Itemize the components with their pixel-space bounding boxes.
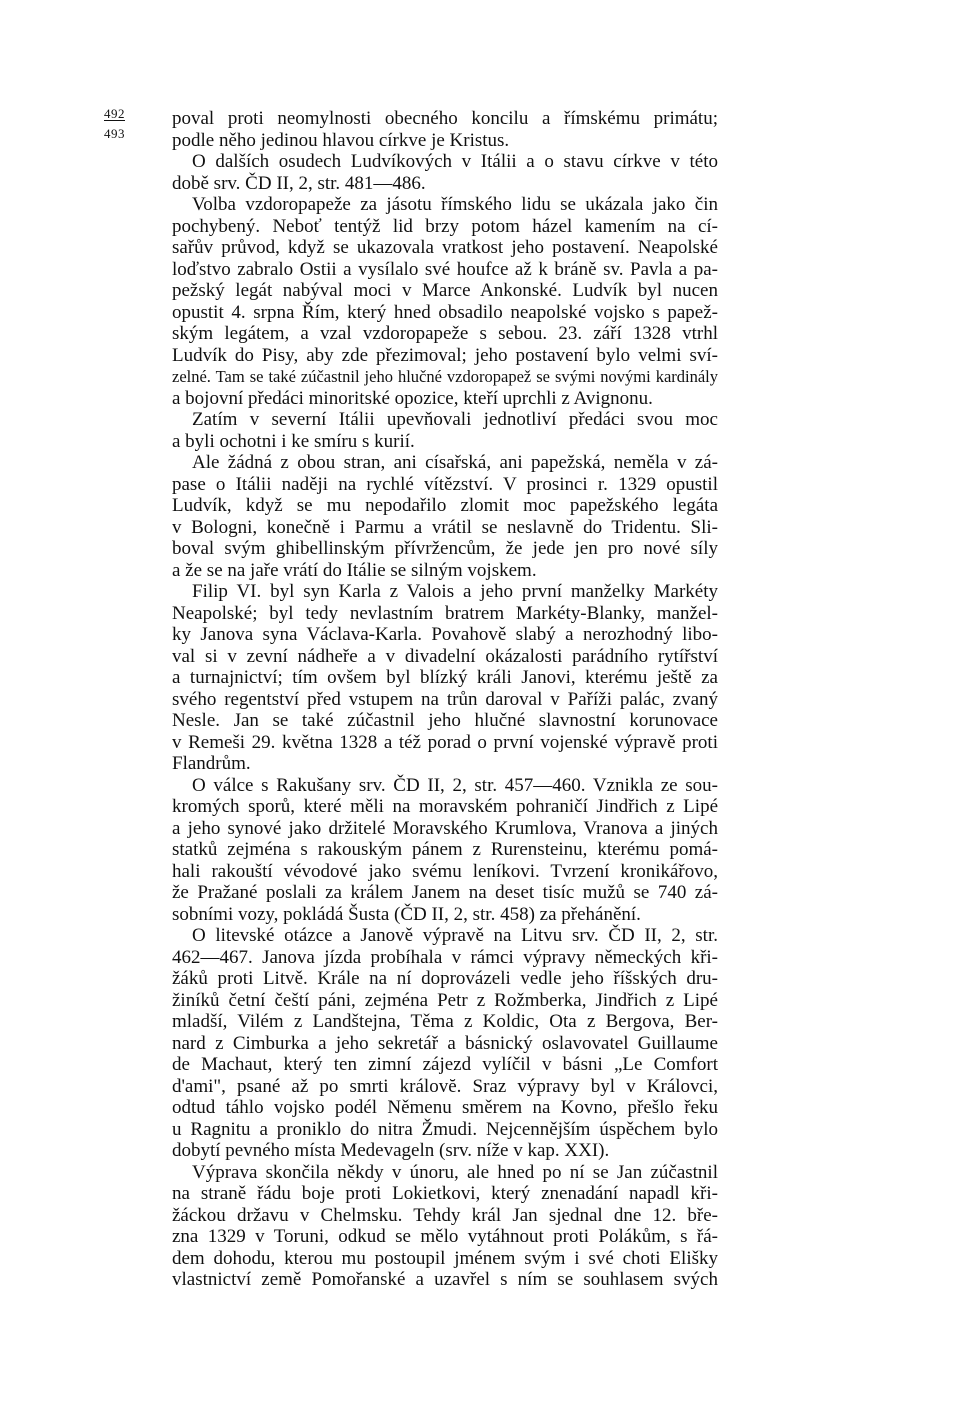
text-line: zelné. Tam se také zúčastnil jeho hlučné vzdoropapež se svými novými kardinály <box>172 367 718 386</box>
text-line: val si v zevní nádheře a v divadelní okázalosti parádního rytířství <box>172 645 718 667</box>
text-line: Výprava skončila někdy v únoru, ale hned po ní se Jan zúčastnil <box>192 1161 718 1183</box>
text-line: mladší, Vilém z Landštejna, Těma z Koldic, Ota z Bergova, Ber- <box>172 1011 718 1032</box>
text-line: Zatím v severní Itálii upevňovali jednotliví předáci svou moc <box>192 409 718 430</box>
text-line: O válce s Rakušany srv. ČD II, 2, str. 457—460. Vznikla ze sou- <box>192 774 718 796</box>
text-line: O dalších osudech Ludvíkových v Itálii a o stavu církve v této <box>192 151 718 172</box>
text-line: Flandrům. <box>172 753 251 774</box>
text-line: Volba vzdoropapeže za jásotu římského lidu se ukázala jako čin <box>192 194 718 215</box>
text-line: dem dohodu, kterou mu postoupil jménem svým i své choti Elišky <box>172 1247 718 1269</box>
text-line: době srv. ČD II, 2, str. 481—486. <box>172 172 426 194</box>
page-ref-493: 493 <box>104 126 125 141</box>
text-line: že Pražané poslali za králem Janem na deset tisíc mužů se 740 zá- <box>172 882 718 903</box>
text-line: žáckou državu v Chelmsku. Tehdy král Jan sjednal dne 12. bře- <box>172 1204 718 1226</box>
text-line: Ludvík, když se mu nepodařilo zlomit moc papežského legáta <box>172 495 718 516</box>
text-line: opustit 4. srpna Řím, který hned obsadilo neapolské vojsko s papež- <box>172 301 718 323</box>
text-line: a byli ochotni i ke smíru s kurií. <box>172 430 415 452</box>
text-line: pochybený. Neboť tentýž lid brzy potom házel kamením na cí- <box>172 215 718 237</box>
text-line: hali rakouští vévodové jako svému leníkovi. Tvrzení kronikářovo, <box>172 860 718 882</box>
text-line: 462—467. Janova jízda probíhala v rámci výpravy německých kři- <box>172 946 718 968</box>
text-line: žiníků četní čeští páni, zejména Petr z Rožmberka, Jindřich z Lipé <box>172 989 718 1011</box>
text-line: svého regentství před vstupem na trůn daroval v Paříži palác, zvaný <box>172 688 718 710</box>
notes-text-column <box>172 108 718 1291</box>
text-line: zna 1329 v Toruni, odkud se mělo vytáhnout proti Polákům, s řá- <box>172 1226 718 1247</box>
text-line: Ludvík do Pisy, aby zde přezimoval; jeho postavení bylo velmi sví- <box>172 344 718 366</box>
text-line: O litevské otázce a Janově výpravě na Litvu srv. ČD II, 2, str. <box>192 925 718 946</box>
text-line: u Ragnitu a proniklo do nitra Žmudi. Nejcennějším úspěchem bylo <box>172 1118 718 1140</box>
page-ref-492: 492 <box>104 106 125 121</box>
text-line: ky Janova syna Václava-Karla. Povahově slabý a nerozhodný libo- <box>172 624 718 645</box>
text-line: vlastnictví země Pomořanské a uzavřel s ním se souhlasem svých <box>172 1269 718 1290</box>
text-line: a turnajnictví; tím ovšem byl blízký králi Janovi, kterému ještě za <box>172 667 718 688</box>
text-line: de Machaut, který ten zimní zájezd vylíčil v básni „Le Comfort <box>172 1054 718 1075</box>
text-line: odtud táhlo vojsko podél Němenu směrem na Kovno, přešlo řeku <box>172 1097 718 1118</box>
text-line: poval proti neomylnosti obecného koncilu a římskému primátu; <box>172 108 718 129</box>
text-line: pase o Itálii naději na rychlé vítězství. V prosinci r. 1329 opustil <box>172 473 718 495</box>
text-line: na straně řádu boje proti Lokietkovi, který znenadání napadl kři- <box>172 1183 718 1204</box>
text-line: ským legátem, a vzal vzdoropapeže s sebou. 23. září 1328 vtrhl <box>172 323 718 344</box>
text-line: Filip VI. byl syn Karla z Valois a jeho první manželky Markéty <box>192 581 718 602</box>
text-line: statků zejména s rakouským pánem z Rurensteinu, kterému pomá- <box>172 839 718 860</box>
text-line: dobytí pevného místa Medevageln (srv. níže v kap. XXI). <box>172 1140 610 1161</box>
text-line: podle něho jedinou hlavou církve je Kristus. <box>172 129 510 151</box>
text-line: boval svým ghibellinským přívržencům, že jede jen pro nové síly <box>172 538 718 559</box>
text-line: sařův průvod, když se ukazovala vratkost jeho postavení. Neapolské <box>172 237 718 258</box>
text-line: Neapolské; byl tedy nevlastním bratrem Markéty-Blanky, manžel- <box>172 602 718 624</box>
text-line: a bojovní předáci minoritské opozice, kteří uprchli z Avignonu. <box>172 387 653 409</box>
text-line: d'ami", psané až po smrti královĕ. Sraz výpravy byl v Královci, <box>172 1075 718 1097</box>
text-line: loďstvo zabralo Ostii a vysílalo své houfce až k bráně sv. Pavla a pa- <box>172 258 718 280</box>
margin-page-references <box>104 104 154 144</box>
text-line: žáků proti Litvě. Krále na ní doprovázeli vedle jeho říšských dru- <box>172 968 718 989</box>
text-line: a že se na jaře vrátí do Itálie se silným vojskem. <box>172 559 537 581</box>
text-line: kromých sporů, které měli na moravském pohraničí Jindřich z Lipé <box>172 796 718 817</box>
text-line: sobními vozy, pokládá Šusta (ČD II, 2, str. 458) za přehánění. <box>172 903 641 925</box>
text-line: nard z Cimburka a jeho sekretář a básnický oslavovatel Guillaume <box>172 1032 718 1054</box>
text-line: v Remeši 29. května 1328 a též porad o první vojenské výpravě proti <box>172 731 718 753</box>
text-line: v Bologni, konečně i Parmu a vrátil se neslavně do Tridentu. Sli- <box>172 516 718 538</box>
text-line: a jeho synové jako držitelé Moravského Krumlova, Vranova a jiných <box>172 817 718 839</box>
text-line: pežský legát nabýval moci v Marce Ankonské. Ludvík byl nucen <box>172 280 718 301</box>
text-line: Ale žádná z obou stran, ani císařská, ani papežská, neměla v zá- <box>192 452 718 473</box>
text-line: Nesle. Jan se také zúčastnil jeho hlučné slavnostní korunovace <box>172 710 718 731</box>
